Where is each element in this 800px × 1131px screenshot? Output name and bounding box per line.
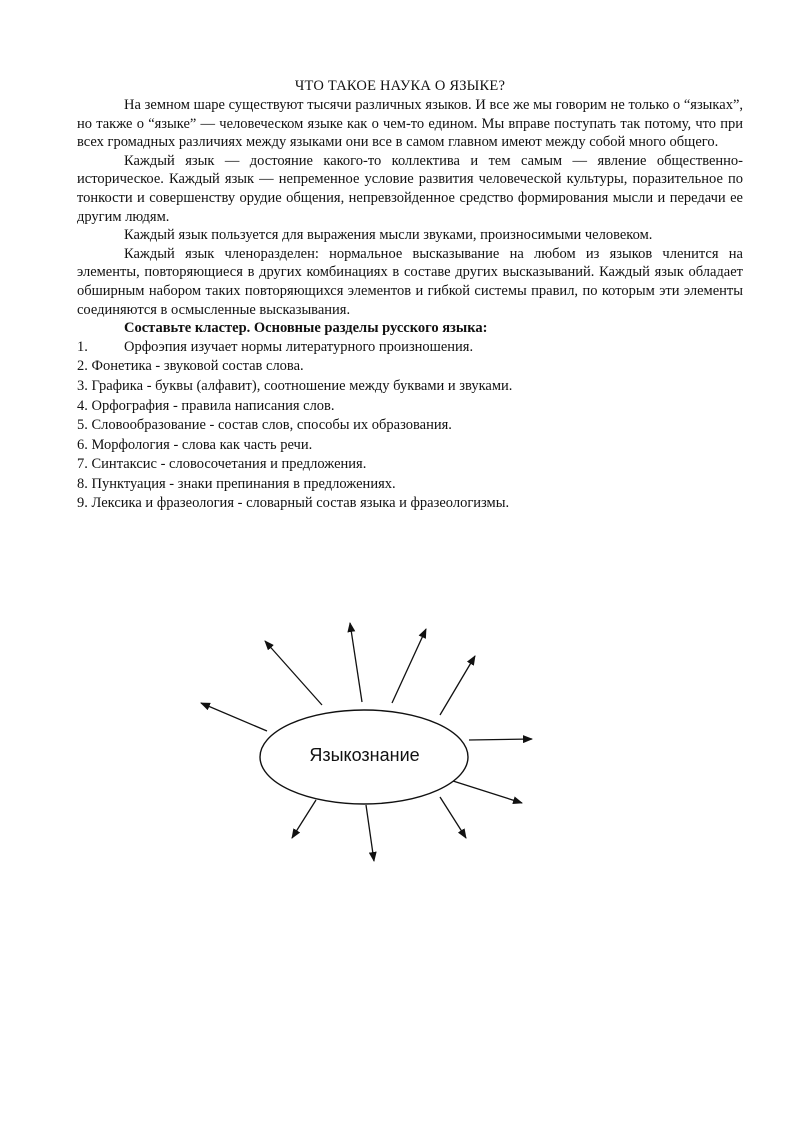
list-item-number: 5. [77, 417, 88, 434]
cluster-arrow [265, 641, 322, 705]
cluster-arrow [350, 623, 362, 702]
document-title: ЧТО ТАКОЕ НАУКА О ЯЗЫКЕ? [294, 78, 506, 94]
list-item-text: Словообразование - состав слов, способы их образования. [91, 417, 452, 434]
cluster-arrow [469, 739, 532, 740]
list-item-text: Фонетика - звуковой состав слова. [91, 358, 304, 375]
cluster-arrow [366, 805, 374, 861]
paragraph-1: На земном шаре существуют тысячи различных языков. И все же мы говорим не только о “языках”, но также о “языке” — человеческом языке как о чем-то едином. Мы вправе поступать так потому, что при всех громадных различиях между языками они все в самом главном имеют между собой много общего. [77, 97, 743, 151]
list-item-number: 7. [77, 456, 88, 473]
list-item-number: 6. [77, 436, 88, 453]
cluster-arrow [201, 703, 267, 731]
list-item-text: Лексика и фразеология - словарный состав языка и фразеологизмы. [91, 495, 510, 512]
list-item-number: 4. [77, 397, 88, 414]
list-item-number: 2. [77, 358, 88, 375]
list-item-text: Орфоэпия изучает нормы литературного произношения. [124, 338, 474, 355]
cluster-arrow [440, 656, 475, 715]
cluster-arrow [392, 629, 426, 703]
list-item-number: 3. [77, 377, 88, 394]
list-item-number: 9. [77, 495, 88, 512]
cluster-arrow [440, 797, 466, 838]
paragraph-3: Каждый язык пользуется для выражения мысли звуками, произносимыми человеком. [124, 227, 653, 244]
list-item-text: Графика - буквы (алфавит), соотношение между буквами и звуками. [91, 377, 513, 394]
cluster-arrow [453, 781, 522, 803]
list-item-text: Морфология - слова как часть речи. [91, 436, 313, 453]
paragraph-2: Каждый язык — достояние какого-то коллектива и тем самым — явление общественно-историческое. Каждый язык — непременное условие развития человеческой культуры, поразительное по тонкости и совершенству орудие общения, непревзойденное средство формирования мысли и передачи ее другим людям. [77, 152, 743, 225]
list-item-number: 1. [77, 338, 88, 355]
list-item-number: 8. [77, 475, 88, 492]
cluster-center-label: Языкознание [309, 745, 420, 765]
list-item-text: Орфография - правила написания слов. [91, 397, 335, 414]
task-heading: Составьте кластер. Основные разделы русского языка: [124, 320, 488, 337]
paragraph-4: Каждый язык членоразделен: нормальное высказывание на любом из языков членится на элементы, повторяющиеся в других комбинациях в составе других высказываний. Каждый язык обладает обширным набором таких повторяющихся элементов и гибкой системы правил, по которым эти элементы соединяются в осмысленные высказывания. [77, 245, 743, 318]
cluster-arrows [201, 623, 532, 861]
list-item-text: Синтаксис - словосочетания и предложения. [91, 456, 367, 473]
cluster-arrow [292, 800, 316, 838]
list-item-text: Пунктуация - знаки препинания в предложениях. [91, 475, 396, 492]
